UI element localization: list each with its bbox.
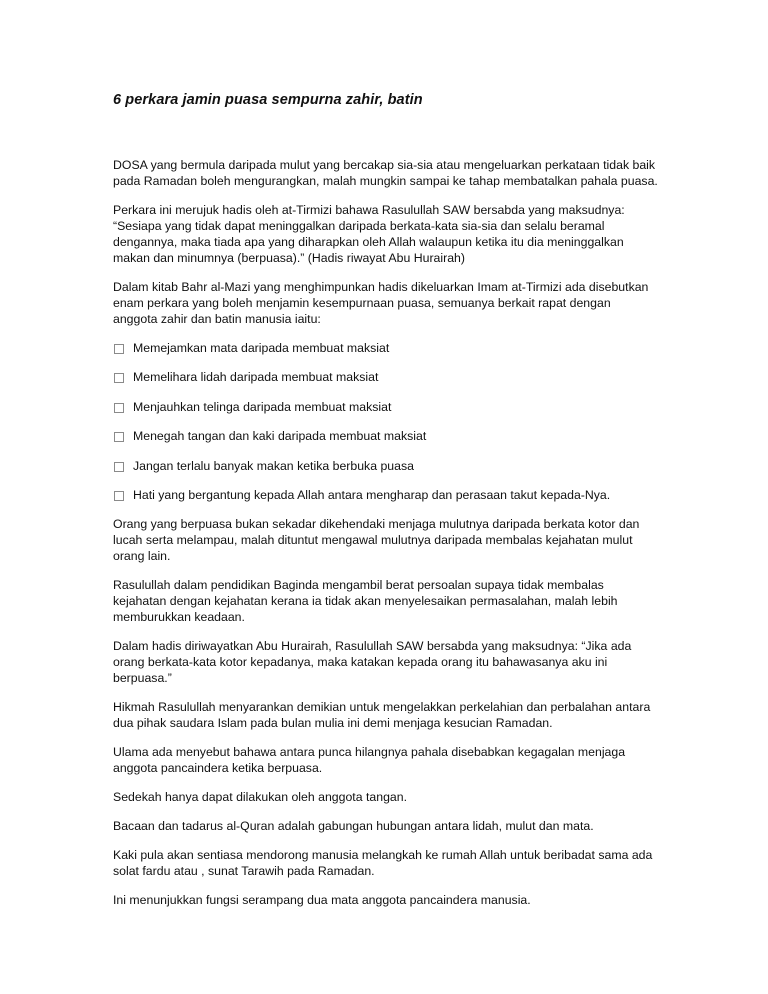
paragraph: Kaki pula akan sentiasa mendorong manusia melangkah ke rumah Allah untuk beribadat sama ada solat fardu atau , sunat Tarawih pada Ramadan. xyxy=(113,848,653,879)
list-item-text: Menegah tangan dan kaki daripada membuat maksiat xyxy=(133,429,427,444)
list-item xyxy=(113,399,658,415)
list-item-text: Memejamkan mata daripada membuat maksiat xyxy=(133,341,390,355)
paragraph: Perkara ini merujuk hadis oleh at-Tirmizi bahawa Rasulullah SAW bersabda yang maksudnya: “Sesiapa yang tidak dapat meninggalkan daripada berkata-kata sia-sia dan selalu beramal dengannya, maka tiada apa yang diharapkan oleh Allah walaupun ketika itu dia meninggalkan makan dan minumnya (berpuasa).” (Hadis riwayat Abu Hurairah) xyxy=(113,203,625,265)
paragraph: Dalam hadis diriwayatkan Abu Hurairah, Rasulullah SAW bersabda yang maksudnya: “Jika ada orang berkata-kata kotor kepadanya, maka katakan kepada orang itu bahawasanya aku ini berpuasa.” xyxy=(113,639,632,686)
paragraph: Bacaan dan tadarus al-Quran adalah gabungan hubungan antara lidah, mulut dan mata. xyxy=(113,819,594,834)
box-icon xyxy=(114,491,124,501)
box-icon xyxy=(114,432,124,442)
paragraph: DOSA yang bermula daripada mulut yang bercakap sia-sia atau mengeluarkan perkataan tidak baik pada Ramadan boleh mengurangkan, malah mungkin sampai ke tahap membatalkan pahala puasa. xyxy=(113,158,658,188)
paragraph: Rasulullah dalam pendidikan Baginda mengambil berat persoalan supaya tidak membalas kejahatan dengan kejahatan kerana ia tidak akan menyelesaikan permasalahan, malah lebih memburukkan keadaan. xyxy=(113,578,618,625)
bullet-list xyxy=(113,340,658,503)
paragraph: Orang yang berpuasa bukan sekadar dikehendaki menjaga mulutnya daripada berkata kotor dan lucah serta melampau, malah dituntut mengawal mulutnya daripada membalas kejahatan mulut orang lain. xyxy=(113,517,640,564)
list-item-text: Menjauhkan telinga daripada membuat maksiat xyxy=(133,399,392,414)
paragraph: Dalam kitab Bahr al-Mazi yang menghimpunkan hadis dikeluarkan Imam at-Tirmizi ada disebutkan enam perkara yang boleh menjamin kesempurnaan puasa, semuanya berkait rapat dengan anggota zahir dan batin manusia iaitu: xyxy=(113,280,649,326)
list-item-text: Memelihara lidah daripada membuat maksiat xyxy=(133,370,379,385)
paragraph: Ulama ada menyebut bahawa antara punca hilangnya pahala disebabkan kegagalan menjaga anggota pancaindera ketika berpuasa. xyxy=(113,745,626,776)
box-icon xyxy=(114,403,124,413)
box-icon xyxy=(114,373,124,383)
list-item xyxy=(113,428,658,444)
list-item xyxy=(113,369,658,385)
paragraph: Ini menunjukkan fungsi serampang dua mata anggota pancaindera manusia. xyxy=(113,893,531,908)
paragraph: Sedekah hanya dapat dilakukan oleh anggota tangan. xyxy=(113,790,408,805)
paragraph: Hikmah Rasulullah menyarankan demikian untuk mengelakkan perkelahian dan perbalahan antara dua pihak saudara Islam pada bulan mulia ini demi menjaga kesucian Ramadan. xyxy=(113,700,651,731)
list-item xyxy=(113,487,658,503)
box-icon xyxy=(114,462,124,472)
document-body xyxy=(113,157,658,921)
list-item xyxy=(113,458,658,474)
document-title: 6 perkara jamin puasa sempurna zahir, batin xyxy=(113,92,423,108)
list-item xyxy=(113,340,658,356)
list-item-text: Jangan terlalu banyak makan ketika berbuka puasa xyxy=(133,458,414,473)
box-icon xyxy=(114,344,124,354)
list-item-text: Hati yang bergantung kepada Allah antara mengharap dan perasaan takut kepada-Nya. xyxy=(133,487,611,502)
